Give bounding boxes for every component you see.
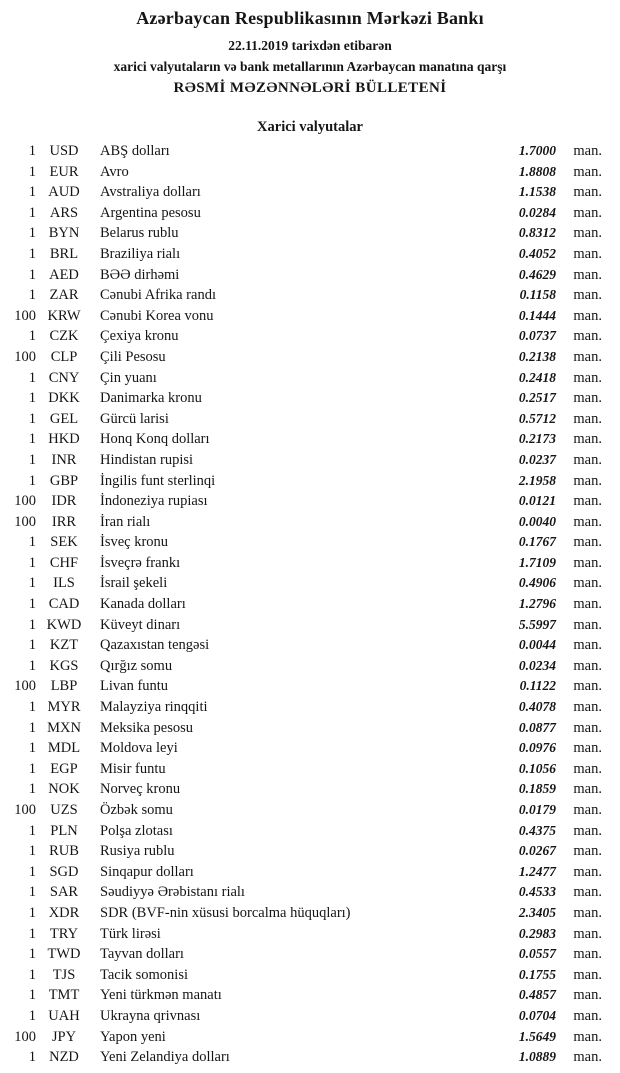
- exchange-rate: 0.1056: [518, 760, 556, 776]
- rate-row: [8, 573, 602, 594]
- rate-unit-label: man.: [573, 1049, 602, 1066]
- currency-name: İsveç kronu: [100, 534, 169, 551]
- currency-name: Braziliya rialı: [100, 245, 181, 262]
- rate-row: [8, 718, 602, 739]
- rate-row: [8, 924, 602, 945]
- exchange-rate: 0.0234: [518, 657, 556, 673]
- currency-name: ABŞ dolları: [100, 143, 170, 159]
- currency-code: PLN: [50, 822, 78, 839]
- currency-name: Ukrayna qrivnası: [100, 1007, 201, 1024]
- currency-code: UAH: [48, 1007, 80, 1024]
- currency-name: Qırğız somu: [100, 657, 173, 674]
- rate-row: [8, 882, 602, 903]
- currency-code: INR: [51, 451, 77, 468]
- effective-date: 22.11.2019 tarixdən etibarən: [228, 38, 392, 53]
- exchange-rate: 0.1755: [518, 966, 556, 982]
- currency-quantity: 1: [28, 637, 36, 654]
- rate-row: [8, 676, 602, 697]
- currency-name: Çexiya kronu: [100, 328, 179, 345]
- currency-quantity: 1: [28, 863, 36, 880]
- currency-quantity: 1: [28, 451, 36, 468]
- currency-quantity: 1: [28, 925, 36, 942]
- rate-unit-label: man.: [573, 740, 602, 757]
- currency-code: MYR: [47, 699, 81, 716]
- currency-name: Avro: [100, 163, 129, 180]
- currency-quantity: 1: [28, 987, 36, 1004]
- currency-code: JPY: [51, 1028, 77, 1045]
- currency-name: Cənubi Afrika randı: [100, 287, 216, 304]
- currency-code: CAD: [48, 596, 80, 613]
- currency-name: İndoneziya rupiası: [100, 493, 208, 510]
- currency-quantity: 1: [28, 204, 36, 221]
- currency-code: SGD: [49, 863, 79, 880]
- rate-unit-label: man.: [573, 802, 602, 818]
- rate-unit-label: man.: [573, 781, 602, 798]
- exchange-rate: 0.0704: [518, 1007, 556, 1023]
- exchange-rate: 0.0121: [518, 493, 556, 509]
- currency-name: İngilis funt sterlinqi: [100, 472, 216, 489]
- exchange-rate: 0.0284: [518, 204, 556, 220]
- rate-row: [8, 656, 602, 677]
- rate-unit-label: man.: [573, 884, 602, 901]
- rate-unit-label: man.: [573, 307, 602, 324]
- currency-quantity: 1: [28, 410, 36, 427]
- rate-row: [8, 162, 602, 183]
- currency-name: Honq Konq dolları: [100, 431, 210, 448]
- rate-unit-label: man.: [573, 1028, 602, 1045]
- currency-quantity: 1: [28, 245, 36, 262]
- rate-unit-label: man.: [573, 245, 602, 262]
- rate-row: [8, 841, 602, 862]
- rate-row: [8, 635, 602, 656]
- rate-row: [8, 409, 602, 430]
- exchange-rate: 0.2418: [518, 369, 556, 385]
- currency-code: MXN: [47, 719, 81, 736]
- exchange-rate: 1.8808: [518, 163, 556, 179]
- currency-code: CZK: [49, 328, 79, 345]
- currency-quantity: 1: [28, 472, 36, 489]
- currency-name: Tacik somonisi: [100, 966, 188, 983]
- rate-row: [8, 779, 602, 800]
- currency-quantity: 100: [14, 348, 36, 365]
- currency-code: TWD: [47, 946, 81, 963]
- rate-row: [8, 223, 602, 244]
- currency-name: Özbək somu: [100, 802, 173, 818]
- currency-quantity: 1: [28, 554, 36, 571]
- rate-unit-label: man.: [573, 431, 602, 448]
- rate-row: [8, 759, 602, 780]
- rate-unit-label: man.: [573, 719, 602, 736]
- currency-quantity: 1: [28, 596, 36, 613]
- rate-row: [8, 985, 602, 1006]
- exchange-rate: 0.0267: [518, 843, 556, 859]
- exchange-rate: 1.1538: [518, 184, 556, 200]
- currency-quantity: 100: [14, 513, 36, 530]
- rate-unit-label: man.: [573, 410, 602, 427]
- currency-quantity: 1: [28, 287, 36, 304]
- rate-unit-label: man.: [573, 143, 602, 159]
- currency-name: Gürcü larisi: [100, 410, 169, 427]
- rate-unit-label: man.: [573, 513, 602, 530]
- rate-unit-label: man.: [573, 451, 602, 468]
- currency-code: GBP: [49, 472, 79, 489]
- currency-name: İran rialı: [100, 513, 151, 530]
- rate-unit-label: man.: [573, 760, 602, 777]
- currency-quantity: 100: [14, 678, 36, 695]
- currency-name: Çili Pesosu: [100, 348, 166, 365]
- exchange-rate: 2.3405: [518, 904, 556, 920]
- rate-row: [8, 862, 602, 883]
- currency-code: GEL: [49, 410, 79, 427]
- currency-quantity: 1: [28, 966, 36, 983]
- currency-name: Polşa zlotası: [100, 822, 173, 839]
- rate-row: [8, 388, 602, 409]
- rate-row: [8, 203, 602, 224]
- currency-name: Yeni Zelandiya dolları: [100, 1049, 230, 1066]
- rate-unit-label: man.: [573, 946, 602, 963]
- currency-name: Malayziya rinqqiti: [100, 699, 208, 716]
- currency-code: LBP: [50, 678, 78, 695]
- rate-row: [8, 1006, 602, 1027]
- currency-code: CNY: [48, 369, 80, 386]
- currency-code: SEK: [50, 534, 78, 551]
- currency-quantity: 1: [28, 143, 36, 159]
- rate-row: [8, 553, 602, 574]
- rate-unit-label: man.: [573, 596, 602, 613]
- rate-unit-label: man.: [573, 493, 602, 510]
- exchange-rate: 1.2477: [518, 863, 556, 879]
- exchange-rate: 0.0557: [518, 946, 556, 962]
- currency-quantity: 1: [28, 616, 36, 633]
- currency-name: İsrail şekeli: [100, 575, 168, 592]
- rate-unit-label: man.: [573, 1007, 602, 1024]
- rate-row: [8, 512, 602, 533]
- currency-name: Yapon yeni: [100, 1028, 166, 1045]
- rate-unit-label: man.: [573, 699, 602, 716]
- currency-code: AED: [49, 266, 79, 283]
- currency-quantity: 1: [28, 266, 36, 283]
- rate-unit-label: man.: [573, 554, 602, 571]
- exchange-rate: 1.7000: [518, 143, 556, 158]
- currency-code: KRW: [47, 307, 81, 324]
- rate-unit-label: man.: [573, 843, 602, 860]
- exchange-rate: 0.0737: [518, 328, 556, 344]
- currency-code: CLP: [50, 348, 78, 365]
- currency-name: Danimarka kronu: [100, 390, 202, 407]
- currency-quantity: 1: [28, 657, 36, 674]
- exchange-rate: 2.1958: [518, 472, 556, 488]
- exchange-rate: 0.4906: [518, 575, 556, 591]
- rate-row: [8, 368, 602, 389]
- currency-code: KWD: [46, 616, 82, 633]
- currency-name: Sinqapur dolları: [100, 863, 194, 880]
- rate-row: [8, 285, 602, 306]
- currency-code: CHF: [49, 554, 79, 571]
- exchange-rate: 0.0877: [518, 719, 556, 735]
- currency-quantity: 100: [14, 493, 36, 510]
- rate-unit-label: man.: [573, 966, 602, 983]
- currency-code: DKK: [48, 390, 80, 407]
- currency-name: Norveç kronu: [100, 781, 181, 798]
- currency-name: Argentina pesosu: [100, 204, 201, 221]
- rate-row: [8, 944, 602, 965]
- exchange-rate: 0.1122: [519, 678, 556, 694]
- rate-row: [8, 800, 602, 821]
- currency-name: Tayvan dolları: [100, 946, 184, 963]
- exchange-rate: 0.1158: [519, 287, 556, 303]
- currency-code: USD: [49, 143, 79, 159]
- currency-name: İsveçrə frankı: [100, 554, 181, 571]
- rate-unit-label: man.: [573, 678, 602, 695]
- currency-quantity: 1: [28, 884, 36, 901]
- currency-name: Türk lirəsi: [100, 925, 161, 942]
- rate-unit-label: man.: [573, 287, 602, 304]
- currency-code: XDR: [48, 904, 80, 921]
- currency-quantity: 1: [28, 431, 36, 448]
- currency-code: SAR: [49, 884, 79, 901]
- rate-unit-label: man.: [573, 184, 602, 201]
- exchange-rate: 1.2796: [518, 596, 556, 612]
- exchange-rate: 0.0237: [518, 451, 556, 467]
- currency-name: Cənubi Korea vonu: [100, 307, 214, 324]
- currency-code: NOK: [48, 781, 80, 798]
- currency-code: UZS: [50, 802, 78, 818]
- currency-quantity: 1: [28, 699, 36, 716]
- currency-quantity: 1: [28, 760, 36, 777]
- currency-quantity: 1: [28, 184, 36, 201]
- currency-name: Hindistan rupisi: [100, 451, 194, 468]
- exchange-rate: 0.1767: [518, 534, 556, 550]
- currency-name: Misir funtu: [100, 760, 166, 777]
- exchange-rate: 0.4375: [518, 822, 556, 838]
- rate-row: [8, 491, 602, 512]
- rate-unit-label: man.: [573, 925, 602, 942]
- rate-unit-label: man.: [573, 534, 602, 551]
- currency-quantity: 1: [28, 1049, 36, 1066]
- rate-row: [8, 429, 602, 450]
- exchange-rates-table: [0, 141, 620, 1068]
- currency-code: AUD: [48, 184, 80, 201]
- rate-unit-label: man.: [573, 472, 602, 489]
- currency-code: MDL: [47, 740, 81, 757]
- currency-name: Rusiya rublu: [100, 843, 175, 860]
- exchange-rate: 0.4533: [518, 884, 556, 900]
- rate-unit-label: man.: [573, 575, 602, 592]
- currency-code: EGP: [50, 760, 78, 777]
- exchange-rate: 0.1444: [518, 307, 556, 323]
- rate-row: [8, 903, 602, 924]
- rate-unit-label: man.: [573, 637, 602, 654]
- currency-code: RUB: [49, 843, 79, 860]
- rate-row: [8, 141, 602, 162]
- rate-unit-label: man.: [573, 369, 602, 386]
- rate-unit-label: man.: [573, 225, 602, 242]
- rate-row: [8, 965, 602, 986]
- currency-name: Qazaxıstan tengəsi: [100, 637, 210, 654]
- exchange-rate: 0.2983: [518, 925, 556, 941]
- exchange-rate: 0.1859: [518, 781, 556, 797]
- currency-code: ZAR: [49, 287, 79, 304]
- currency-quantity: 1: [28, 843, 36, 860]
- currency-code: BYN: [48, 225, 80, 242]
- currency-name: BƏƏ dirhəmi: [100, 266, 180, 283]
- currency-quantity: 1: [28, 904, 36, 921]
- exchange-rate: 0.0040: [518, 513, 556, 529]
- rate-unit-label: man.: [573, 348, 602, 365]
- exchange-rate: 1.0889: [518, 1049, 556, 1065]
- currency-quantity: 1: [28, 575, 36, 592]
- exchange-rate: 0.0179: [518, 802, 556, 817]
- exchange-rate: 0.2173: [518, 431, 556, 447]
- currency-name: Moldova leyi: [100, 740, 178, 757]
- exchange-rate: 1.5649: [518, 1028, 556, 1044]
- currency-code: EUR: [49, 163, 79, 180]
- section-title-foreign-currencies: Xarici valyutalar: [257, 119, 363, 135]
- currency-code: TJS: [52, 966, 76, 983]
- currency-code: TRY: [49, 925, 79, 942]
- currency-name: Livan funtu: [100, 678, 169, 695]
- exchange-rate: 0.2138: [518, 348, 556, 364]
- exchange-rate: 0.0044: [518, 637, 556, 653]
- exchange-rate: 0.4078: [518, 699, 556, 715]
- rate-unit-label: man.: [573, 328, 602, 345]
- currency-quantity: 1: [28, 328, 36, 345]
- currency-code: KZT: [49, 637, 79, 654]
- rate-row: [8, 471, 602, 492]
- currency-quantity: 100: [14, 1028, 36, 1045]
- bank-title: Azərbaycan Respublikasının Mərkəzi Bankı: [136, 8, 484, 28]
- rate-row: [8, 738, 602, 759]
- currency-name: SDR (BVF-nin xüsusi borcalma hüquqları): [100, 904, 351, 921]
- exchange-rate: 0.0976: [518, 740, 556, 756]
- currency-code: TMT: [48, 987, 80, 1004]
- exchange-rate: 0.5712: [518, 410, 556, 426]
- currency-quantity: 1: [28, 781, 36, 798]
- rate-unit-label: man.: [573, 657, 602, 674]
- currency-name: Avstraliya dolları: [100, 184, 201, 201]
- exchange-rate: 0.2517: [518, 390, 556, 406]
- currency-quantity: 1: [28, 946, 36, 963]
- currency-name: Küveyt dinarı: [100, 616, 181, 633]
- rate-unit-label: man.: [573, 163, 602, 180]
- currency-quantity: 1: [28, 1007, 36, 1024]
- bulletin-title: RƏSMİ MƏZƏNNƏLƏRİ BÜLLETENİ: [173, 80, 447, 96]
- rate-row: [8, 594, 602, 615]
- currency-quantity: 1: [28, 534, 36, 551]
- currency-quantity: 1: [28, 225, 36, 242]
- rate-row: [8, 615, 602, 636]
- rate-row: [8, 265, 602, 286]
- currency-quantity: 100: [14, 802, 36, 818]
- exchange-rate: 0.4857: [518, 987, 556, 1003]
- exchange-rate: 1.7109: [518, 554, 556, 570]
- rate-row: [8, 1027, 602, 1048]
- currency-code: KGS: [49, 657, 79, 674]
- currency-code: BRL: [49, 245, 79, 262]
- currency-quantity: 1: [28, 163, 36, 180]
- currency-quantity: 1: [28, 719, 36, 736]
- exchange-rate: 0.4052: [518, 245, 556, 261]
- currency-code: IDR: [51, 493, 77, 510]
- rate-unit-label: man.: [573, 904, 602, 921]
- currency-quantity: 1: [28, 740, 36, 757]
- rate-row: [8, 821, 602, 842]
- rate-unit-label: man.: [573, 204, 602, 221]
- rate-row: [8, 697, 602, 718]
- currency-code: IRR: [51, 513, 77, 530]
- currency-code: ARS: [49, 204, 79, 221]
- bulletin-header: [0, 0, 620, 97]
- rate-row: [8, 306, 602, 327]
- currency-quantity: 1: [28, 369, 36, 386]
- rate-unit-label: man.: [573, 390, 602, 407]
- currency-quantity: 1: [28, 390, 36, 407]
- currency-code: NZD: [49, 1049, 79, 1066]
- rate-row: [8, 532, 602, 553]
- currency-name: Meksika pesosu: [100, 719, 194, 736]
- currency-name: Səudiyyə Ərəbistanı rialı: [100, 884, 245, 901]
- currency-quantity: 100: [14, 307, 36, 324]
- currency-code: HKD: [48, 431, 80, 448]
- currency-name: Kanada dolları: [100, 596, 186, 613]
- rate-row: [8, 244, 602, 265]
- rate-unit-label: man.: [573, 266, 602, 283]
- exchange-rate: 5.5997: [518, 616, 556, 632]
- rate-row: [8, 450, 602, 471]
- rate-unit-label: man.: [573, 822, 602, 839]
- rate-unit-label: man.: [573, 616, 602, 633]
- currency-name: Çin yuanı: [100, 369, 157, 386]
- rate-row: [8, 326, 602, 347]
- exchange-rate: 0.8312: [518, 225, 556, 241]
- currency-name: Yeni türkmən manatı: [100, 987, 222, 1004]
- rate-row: [8, 182, 602, 203]
- currency-name: Belarus rublu: [100, 225, 179, 242]
- bulletin-subtitle: xarici valyutaların və bank metallarının Azərbaycan manatına qarşı: [113, 59, 507, 74]
- rate-row: [8, 347, 602, 368]
- currency-quantity: 1: [28, 822, 36, 839]
- rate-unit-label: man.: [573, 863, 602, 880]
- rate-unit-label: man.: [573, 987, 602, 1004]
- exchange-rate: 0.4629: [518, 266, 556, 282]
- currency-code: ILS: [53, 575, 75, 592]
- rate-row: [8, 1047, 602, 1068]
